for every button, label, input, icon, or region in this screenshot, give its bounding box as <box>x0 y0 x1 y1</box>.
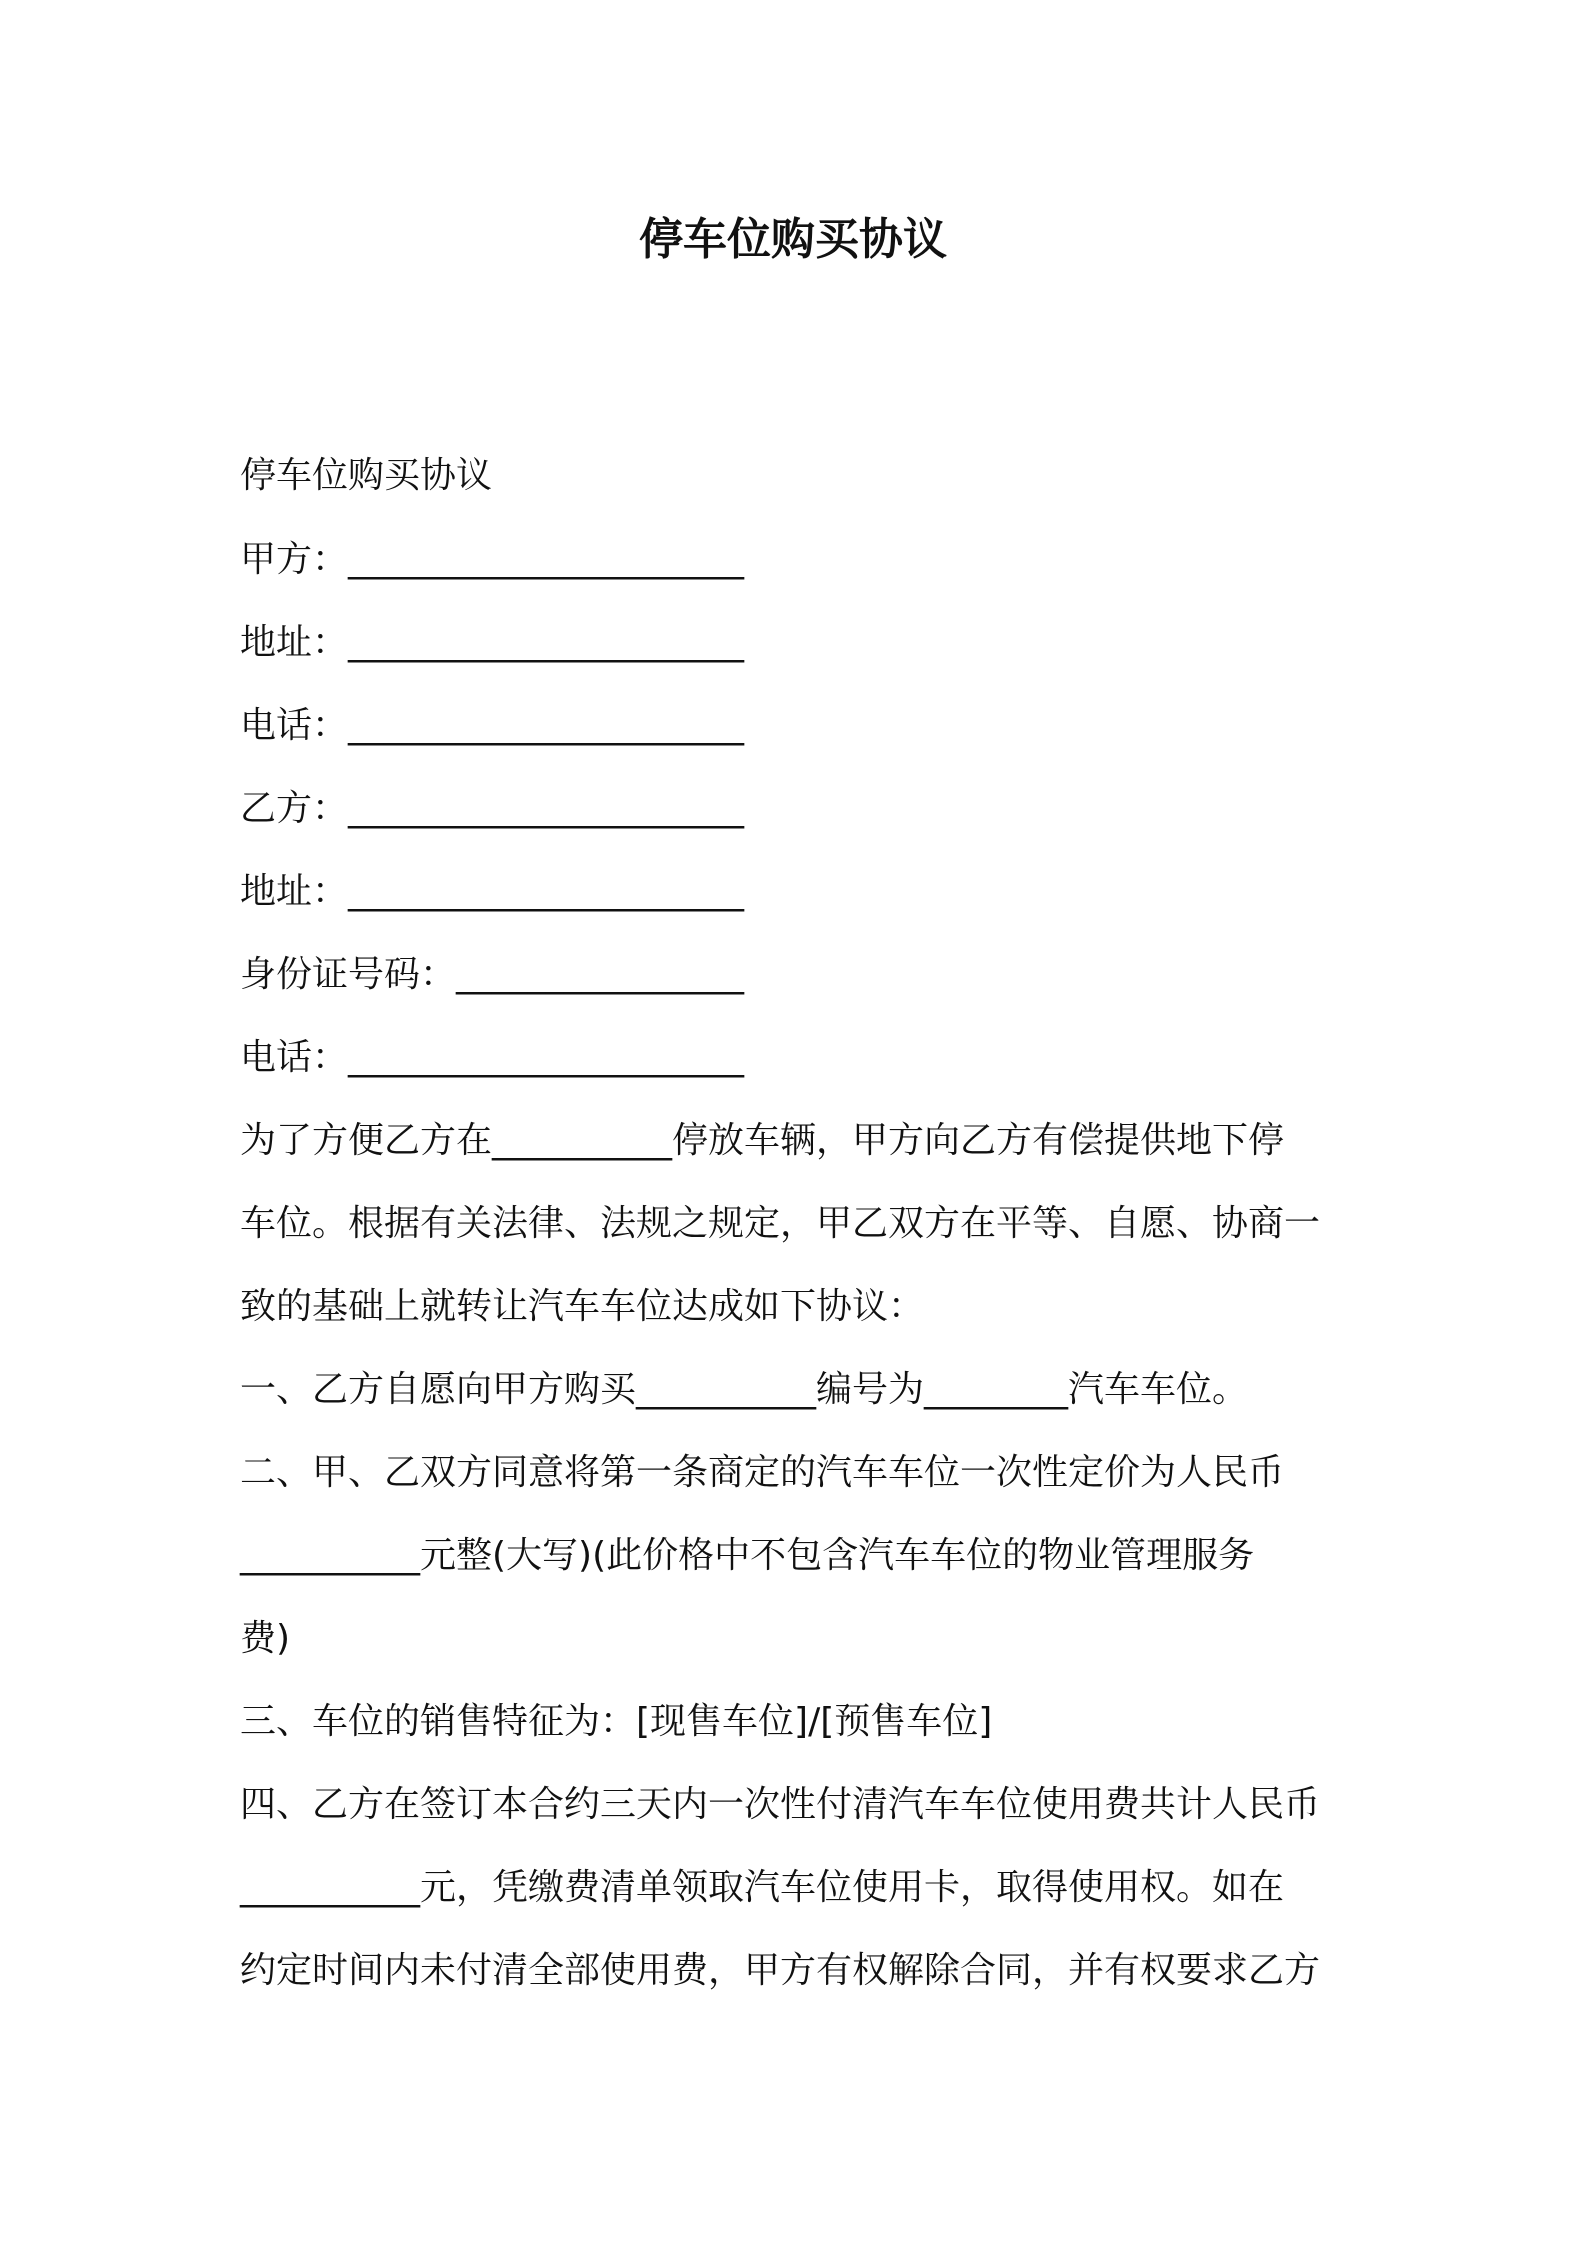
clause-4-line: 四、乙方在签订本合约三天内一次性付清汽车车位使用费共计人民币 <box>240 1784 1321 1825</box>
clause-4-line: 约定时间内未付清全部使用费，甲方有权解除合同，并有权要求乙方 <box>240 1950 1321 1991</box>
party-a-field: 甲方：______________________ <box>240 539 745 580</box>
party-a-phone-field: 电话：______________________ <box>240 705 745 746</box>
party-b-phone-field: 电话：______________________ <box>240 1037 745 1078</box>
document-title: 停车位购买协议 <box>639 214 947 265</box>
clause-2-line: 费) <box>240 1618 291 1659</box>
party-b-field: 乙方：______________________ <box>240 788 745 829</box>
clause-2-line: 二、甲、乙双方同意将第一条商定的汽车车位一次性定价为人民币 <box>240 1452 1285 1493</box>
preamble-line: 致的基础上就转让汽车车位达成如下协议： <box>240 1286 925 1327</box>
clause-3-line: 三、车位的销售特征为：[现售车位]/[预售车位] <box>240 1701 993 1742</box>
clause-1-line: 一、乙方自愿向甲方购买__________编号为________汽车车位。 <box>240 1369 1249 1410</box>
party-a-address-field: 地址：______________________ <box>240 622 745 663</box>
clause-2-line: __________元整(大写)(此价格中不包含汽车车位的物业管理服务 <box>240 1535 1255 1576</box>
party-b-id-field: 身份证号码：________________ <box>240 954 745 995</box>
document-subtitle: 停车位购买协议 <box>240 455 493 496</box>
party-b-address-field: 地址：______________________ <box>240 871 745 912</box>
clause-4-line: __________元，凭缴费清单领取汽车位使用卡，取得使用权。如在 <box>240 1867 1285 1908</box>
preamble-line: 车位。根据有关法律、法规之规定，甲乙双方在平等、自愿、协商一 <box>240 1203 1321 1244</box>
preamble-line: 为了方便乙方在__________停放车辆，甲方向乙方有偿提供地下停 <box>240 1120 1285 1161</box>
